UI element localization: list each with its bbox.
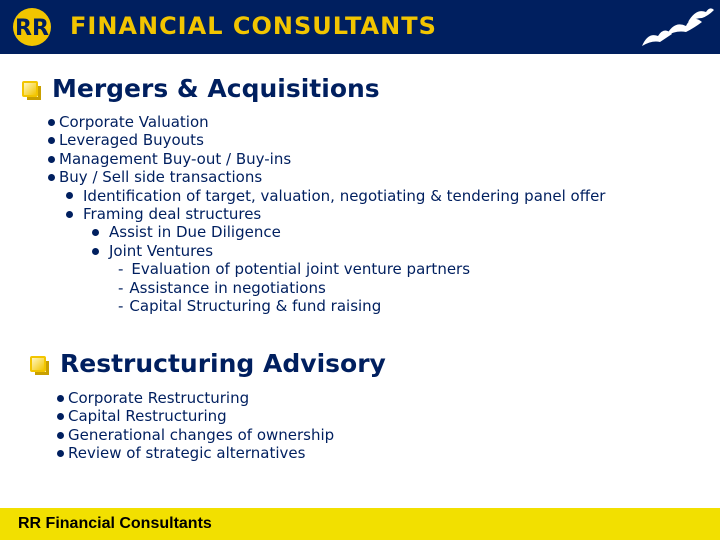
bullet-icon: [66, 211, 73, 218]
bullet-icon: [48, 156, 55, 163]
brand-title: FINANCIAL CONSULTANTS: [70, 12, 437, 40]
list-item: Corporate Valuation: [48, 113, 605, 131]
bullet-icon: [66, 192, 73, 199]
dash-icon: -: [118, 278, 124, 297]
list-item: Generational changes of ownership: [57, 426, 334, 444]
restructuring-list: [57, 389, 334, 463]
bullet-icon: [92, 229, 99, 236]
dash-icon: -: [118, 260, 124, 279]
list-item: - Assistance in negotiations: [118, 278, 326, 297]
list-item: Joint Ventures: [48, 242, 605, 260]
list-item: - Evaluation of potential joint venture partners: [118, 260, 471, 279]
dash-icon: -: [118, 297, 124, 316]
section1-title: Mergers & Acquisitions: [52, 74, 380, 103]
bullet-icon: [57, 450, 64, 457]
section-title-mergers: [22, 74, 380, 103]
bullet-icon: [48, 137, 55, 144]
list-item: Capital Restructuring: [57, 407, 334, 425]
bullet-icon: [48, 119, 55, 126]
footer-text: RR Financial Consultants: [18, 515, 212, 532]
list-item: Leveraged Buyouts: [48, 131, 605, 149]
bullet-icon: [57, 395, 64, 402]
list-item: Corporate Restructuring: [57, 389, 334, 407]
list-item: - Capital Structuring & fund raising: [118, 297, 382, 316]
bullet-icon: [57, 432, 64, 439]
list-item: Review of strategic alternatives: [57, 444, 334, 462]
rr-logo-icon: [8, 7, 56, 47]
list-item: Framing deal structures: [48, 205, 605, 223]
mergers-list: [48, 113, 605, 315]
checkbox-bullet-icon: [22, 81, 38, 97]
list-item: Identification of target, valuation, negotiating & tendering panel offer: [48, 187, 605, 205]
bullet-icon: [48, 174, 55, 181]
section-title-restructuring: [30, 349, 386, 378]
header-bar: [0, 0, 720, 54]
section2-title: Restructuring Advisory: [60, 349, 386, 378]
bullet-icon: [92, 248, 99, 255]
logo-text: RR: [15, 16, 49, 41]
bullet-icon: [57, 413, 64, 420]
list-item: Management Buy-out / Buy-ins: [48, 150, 605, 168]
list-item: Buy / Sell side transactions: [48, 168, 605, 186]
birds-logo-icon: [638, 6, 714, 50]
list-item: Assist in Due Diligence: [48, 223, 605, 241]
footer-bar: [0, 508, 720, 540]
checkbox-bullet-icon: [30, 356, 46, 372]
